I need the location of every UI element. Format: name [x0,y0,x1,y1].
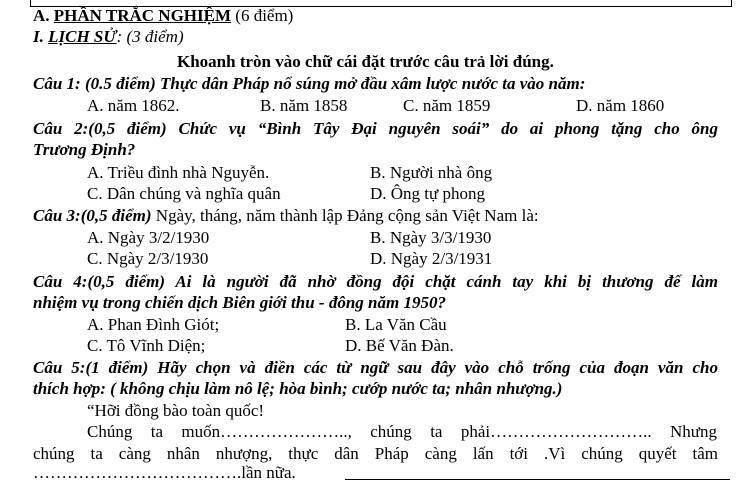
question-5-text-2: thích hợp: ( không chịu làm nô lệ; hòa bình; cướp nước ta; nhân nhượng.) [33,379,563,398]
section-a-heading [33,5,293,26]
q1-option-c[interactable]: C. năm 1859 [403,96,491,115]
q1-option-b[interactable]: B. năm 1858 [260,96,348,115]
q3-option-a[interactable]: A. Ngày 3/2/1930 [87,228,210,247]
question-3-text: Ngày, tháng, năm thành lập Đảng cộng sản Việt Nam là: [151,206,539,225]
question-4-text-1: (0,5 điểm) Ai là người đã nhờ đồng đội chặt cánh tay khi bị thương để làm [87,272,718,291]
question-4-text-2: nhiệm vụ trong chiến dịch Biên giới thu - đông năm 1950? [33,293,446,312]
q4-option-a[interactable]: A. Phan Đình Giót; [87,315,220,334]
question-4-label: Câu 4: [33,272,88,291]
question-2-text-2: Trương Định? [33,140,136,159]
question-1-text: (0.5 điểm) Thực dân Pháp nổ súng mở đầu xâm lược nước ta vào năm: [84,74,586,93]
passage-line-4: ……………………………….lần nữa. [33,463,296,482]
q4-option-b[interactable]: B. La Văn Cầu [345,315,447,334]
q3-option-c[interactable]: C. Ngày 2/3/1930 [87,249,209,268]
question-3-label: Câu 3: [33,206,81,225]
section-1-heading [33,26,184,47]
q3-option-d[interactable]: D. Ngày 2/3/1931 [370,249,493,268]
passage-line-1: “Hỡi đồng bào toàn quốc! [87,401,265,420]
bottom-divider [345,479,730,480]
question-2-label: Câu 2: [33,119,89,138]
section-1-label: I. [33,27,44,46]
question-2-text-1: (0,5 điểm) Chức vụ “Bình Tây Đại nguyên soái” do ai phong tặng cho ông [88,119,718,138]
instruction: Khoanh tròn vào chữ cái đặt trước câu trả lời đúng. [177,52,554,71]
passage-line-3: chúng ta càng nhân nhượng, thực dân Pháp càng lấn tới .Vì chúng quyết tâm [33,444,718,463]
question-5-label: Câu 5: [33,358,86,377]
question-5-text-1: (1 điểm) Hãy chọn và điền các từ ngữ sau đây vào chỗ trống của đoạn văn cho [85,358,718,377]
q3-option-b[interactable]: B. Ngày 3/3/1930 [370,228,492,247]
section-a-label: A. [33,6,50,25]
q2-option-d[interactable]: D. Ông tự phong [370,184,485,203]
section-a-points: (6 điểm) [235,6,294,25]
q4-option-c[interactable]: C. Tô Vĩnh Diện; [87,336,206,355]
question-1 [33,73,585,94]
section-1-title: LỊCH SỬ [48,27,117,46]
section-a-title: PHẦN TRẮC NGHIỆM [53,6,232,25]
q2-option-a[interactable]: A. Triều đình nhà Nguyễn. [87,163,270,182]
question-3 [33,205,539,226]
question-1-label: Câu 1: [33,74,81,93]
q1-option-d[interactable]: D. năm 1860 [576,96,665,115]
q2-option-b[interactable]: B. Người nhà ông [370,163,493,182]
question-4-line-1 [33,271,718,292]
question-2-line-1 [33,118,718,139]
section-1-points: : (3 điểm) [116,27,184,46]
question-3-points: (0,5 điểm) [80,206,152,225]
passage-line-2: Chúng ta muốn………………….., chúng ta phải……………………….. Nhưng [87,422,717,441]
q4-option-d[interactable]: D. Bế Văn Đàn. [345,336,454,355]
q1-option-a[interactable]: A. năm 1862. [87,96,180,115]
q2-option-c[interactable]: C. Dân chúng và nghĩa quân [87,184,281,203]
question-5-line-1 [33,357,718,378]
